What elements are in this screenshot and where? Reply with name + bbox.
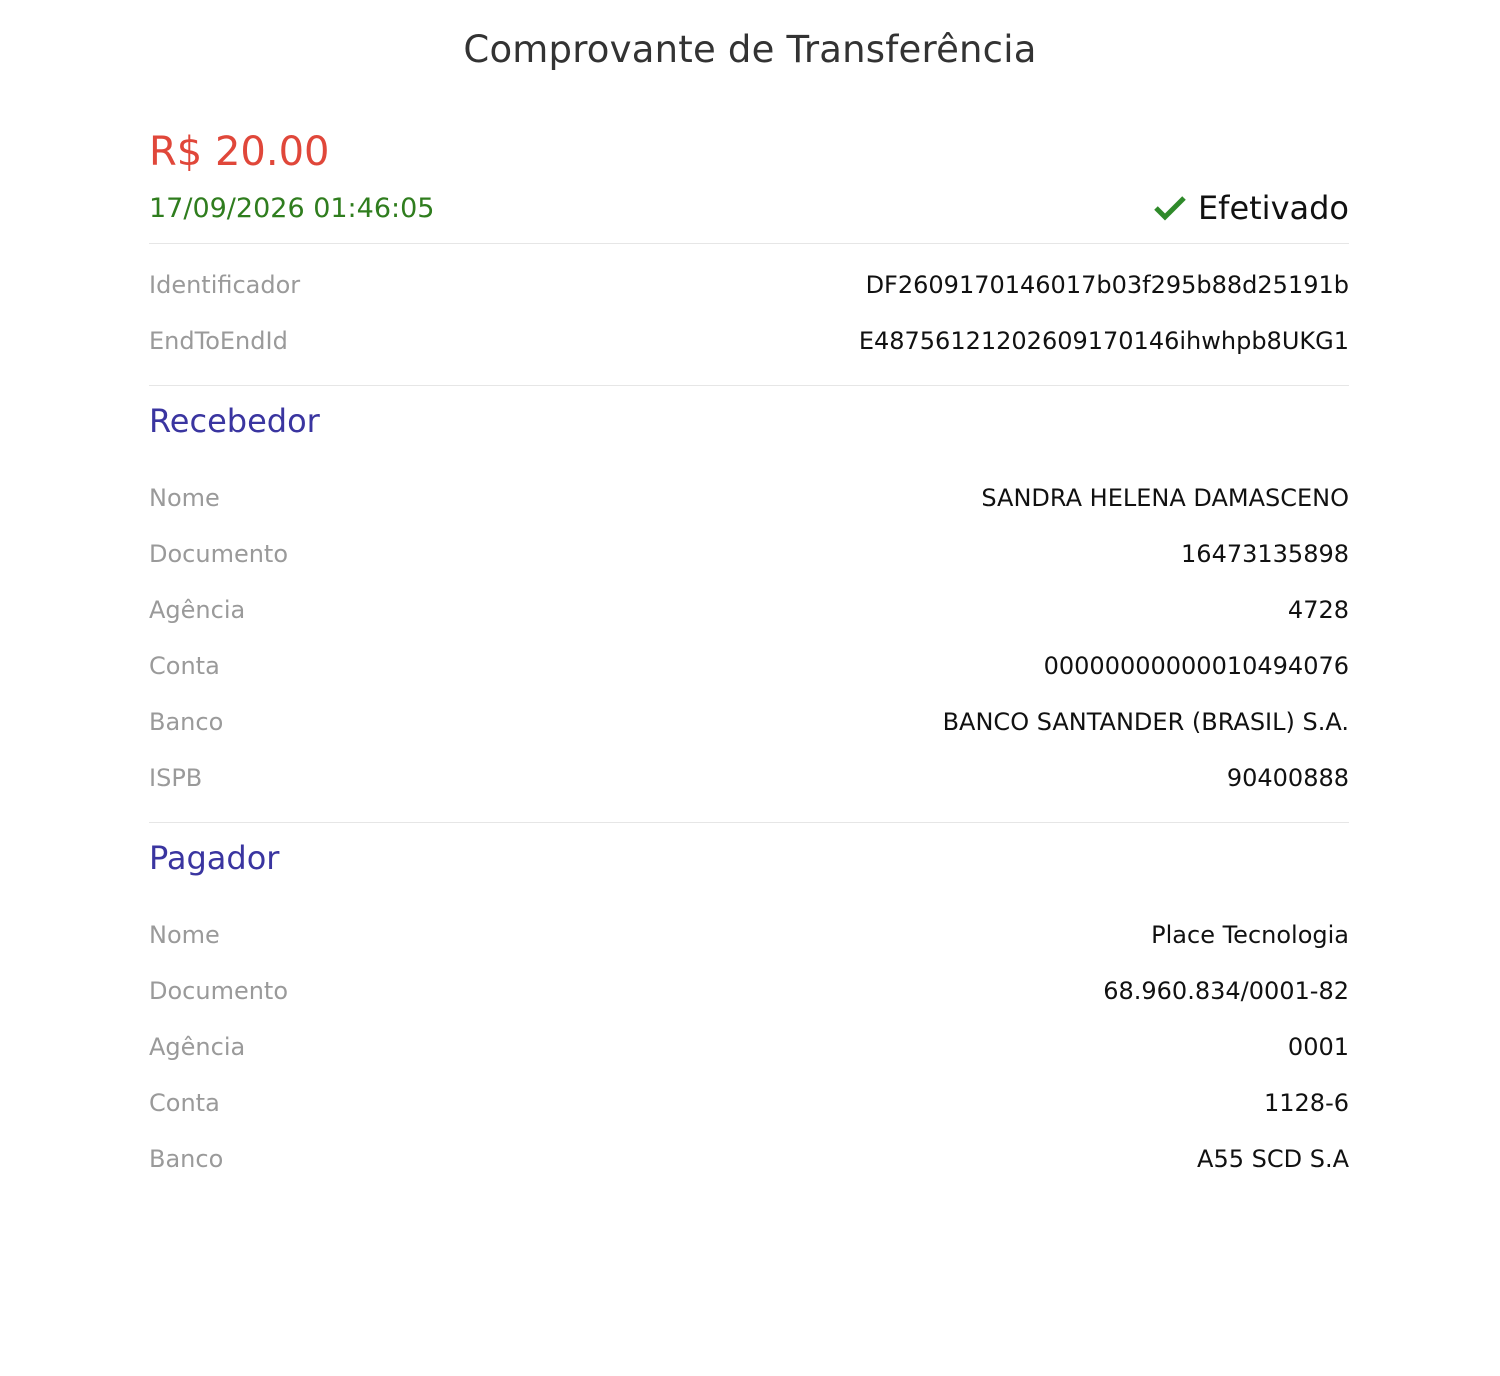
field-label: Banco [149,1145,224,1173]
pagador-section [149,823,1349,1203]
page-title: Comprovante de Transferência [463,28,1037,71]
field-value: Place Tecnologia [1151,921,1349,949]
section-title-pagador: Pagador [149,839,280,877]
field-value: 68.960.834/0001-82 [1103,977,1349,1005]
transfer-amount: R$ 20.00 [149,129,330,175]
status-badge [1154,189,1349,227]
list-item [149,257,1349,313]
list-item [149,907,1349,963]
list-item [149,313,1349,369]
field-value: 00000000000010494076 [1043,652,1349,680]
field-value: 1128-6 [1263,1089,1349,1117]
transaction-ids [149,244,1349,385]
field-label: Conta [149,1089,220,1117]
date-status-row [149,179,1349,237]
field-label: EndToEndId [149,327,288,355]
field-value: SANDRA HELENA DAMASCENO [981,484,1349,512]
field-label: Documento [149,540,289,568]
list-item [149,1019,1349,1075]
field-value: E48756121202609170146ihwhpb8UKG1 [858,327,1349,355]
list-item [149,582,1349,638]
list-item [149,963,1349,1019]
list-item [149,694,1349,750]
list-item [149,1131,1349,1187]
field-value: DF2609170146017b03f295b88d25191b [865,271,1349,299]
field-label: Banco [149,708,224,736]
field-value: 90400888 [1226,764,1349,792]
field-label: Agência [149,596,246,624]
field-label: Nome [149,484,220,512]
field-value: 16473135898 [1181,540,1349,568]
field-label: Nome [149,921,220,949]
list-item [149,750,1349,806]
recebedor-rows [149,456,1349,822]
field-value: 0001 [1287,1033,1349,1061]
field-value: BANCO SANTANDER (BRASIL) S.A. [942,708,1349,736]
section-title-recebedor: Recebedor [149,402,320,440]
list-item [149,1075,1349,1131]
receipt-body [149,125,1349,1203]
recebedor-section [149,386,1349,822]
field-value: A55 SCD S.A [1197,1145,1349,1173]
pagador-rows [149,893,1349,1203]
field-label: Conta [149,652,220,680]
field-value: 4728 [1287,596,1349,624]
list-item [149,526,1349,582]
field-label: Documento [149,977,289,1005]
field-label: ISPB [149,764,203,792]
transfer-datetime: 17/09/2026 01:46:05 [149,192,435,224]
field-label: Identificador [149,271,301,299]
status-label: Efetivado [1197,189,1349,227]
list-item [149,470,1349,526]
field-label: Agência [149,1033,246,1061]
check-icon [1154,195,1186,221]
list-item [149,638,1349,694]
